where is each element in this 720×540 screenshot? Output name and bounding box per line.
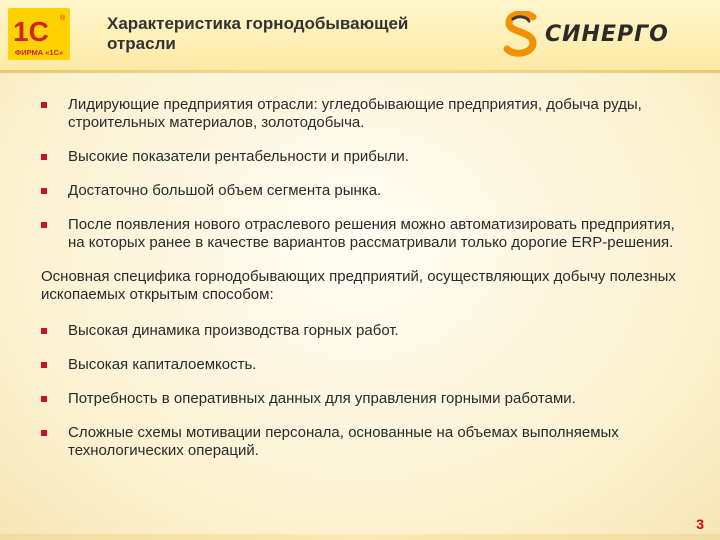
- bullet-square-icon: [41, 396, 47, 402]
- list-item: [41, 182, 681, 200]
- logo-1c-icon: [8, 8, 70, 60]
- sinergo-logo: [503, 10, 708, 58]
- list-item-text: Достаточно большой объем сегмента рынка.: [68, 182, 382, 199]
- sinergo-wordmark: СИНЕРГО: [545, 21, 669, 47]
- sinergo-s-icon: [503, 11, 539, 57]
- list-item: [41, 216, 681, 252]
- list-item-text: Лидирующие предприятия отрасли: угледобывающие предприятия, добыча руды, строительных материалов, золотодобыча.: [68, 96, 642, 131]
- list-item-text: Сложные схемы мотивации персонала, основанные на объемах выполняемых технологических операций.: [68, 424, 619, 459]
- list-item-text: Потребность в оперативных данных для управления горными работами.: [68, 390, 576, 407]
- list-item: [41, 390, 681, 408]
- header-divider: [0, 70, 720, 73]
- bullet-square-icon: [41, 328, 47, 334]
- list-item-text: Высокая динамика производства горных работ.: [68, 322, 399, 339]
- list-item: [41, 356, 681, 374]
- bullet-square-icon: [41, 102, 47, 108]
- page-title: [107, 14, 477, 54]
- page-number: 3: [696, 516, 704, 532]
- logo-1c-caption: ФИРМА «1С»: [14, 48, 64, 57]
- list-item: [41, 322, 681, 340]
- title-line-2: отрасли: [107, 34, 176, 53]
- slide-content: [41, 96, 681, 476]
- list-item: [41, 148, 681, 166]
- logo-1c-registered: ®: [60, 15, 66, 22]
- list-item-text: Высокие показатели рентабельности и прибыли.: [68, 148, 409, 165]
- bullet-square-icon: [41, 188, 47, 194]
- logo-1c: [8, 8, 70, 60]
- bullet-list-2: [41, 322, 681, 460]
- list-item-text: После появления нового отраслевого решения можно автоматизировать предприятия, на которых ранее в качестве вариантов рассматривали только дорогие ERP-решения.: [68, 216, 675, 251]
- title-line-1: Характеристика горнодобывающей: [107, 14, 409, 33]
- footer-line: [0, 534, 720, 540]
- bullet-square-icon: [41, 154, 47, 160]
- list-item: [41, 424, 681, 460]
- list-item: [41, 96, 681, 132]
- logo-1c-mark: 1С: [13, 16, 49, 47]
- bullet-square-icon: [41, 362, 47, 368]
- bullet-square-icon: [41, 430, 47, 436]
- list-item-text: Высокая капиталоемкость.: [68, 356, 257, 373]
- bullet-square-icon: [41, 222, 47, 228]
- specifics-paragraph: Основная специфика горнодобывающих предприятий, осуществляющих добычу полезных ископаемых открытым способом:: [41, 268, 676, 303]
- bullet-list-1: [41, 96, 681, 252]
